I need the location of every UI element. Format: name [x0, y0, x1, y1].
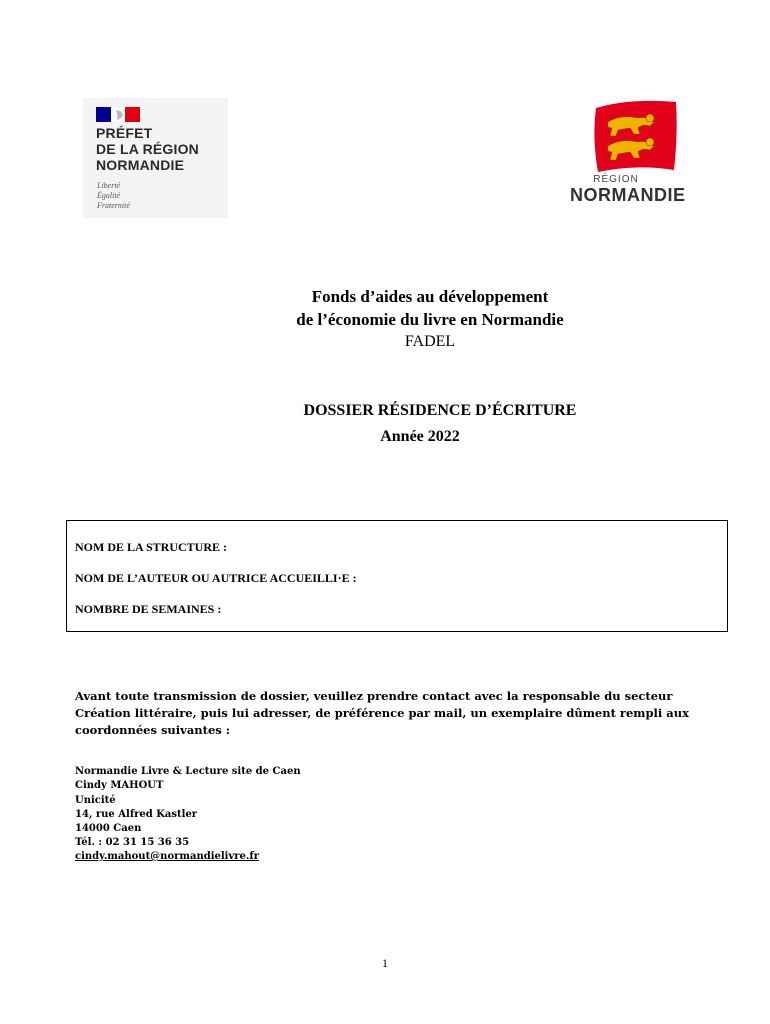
structure-name-field[interactable]: NOM DE LA STRUCTURE :	[75, 540, 228, 554]
title-line-1: Fonds d’aides au développement	[311, 287, 549, 306]
motto-egalite: Égalité	[97, 191, 121, 200]
contact-phone: Tél. : 02 31 15 36 35	[75, 837, 190, 848]
region-normandie-logo	[566, 96, 711, 208]
lions-flag-icon	[590, 98, 682, 174]
title-acronym: FADEL	[404, 333, 456, 350]
author-name-field[interactable]: NOM DE L’AUTEUR OU AUTRICE ACCUEILLI·E :	[75, 571, 357, 585]
weeks-count-field[interactable]: NOMBRE DE SEMAINES :	[75, 602, 222, 616]
intro-line-1: Avant toute transmission de dossier, veuillez prendre contact avec la responsable du secteur	[75, 689, 673, 703]
dossier-title: DOSSIER RÉSIDENCE D’ÉCRITURE	[303, 402, 577, 419]
contact-building: Unicité	[75, 795, 116, 806]
region-small-label: RÉGION	[593, 174, 639, 185]
contact-email-link[interactable]: cindy.mahout@normandielivre.fr	[75, 851, 259, 862]
contact-name: Cindy MAHOUT	[75, 780, 164, 791]
title-line-2: de l’économie du livre en Normandie	[296, 310, 564, 329]
intro-line-2: Création littéraire, puis lui adresser, de préférence par mail, un exemplaire dûment rempli aux	[75, 706, 689, 720]
dossier-year: Année 2022	[380, 428, 460, 445]
contact-organization: Normandie Livre & Lecture site de Caen	[75, 766, 301, 777]
structure-info-box	[66, 520, 728, 632]
intro-line-3: coordonnées suivantes :	[75, 723, 230, 737]
region-big-label: NORMANDIE	[570, 185, 686, 205]
page-number: 1	[382, 956, 388, 970]
prefet-logo	[83, 98, 228, 218]
contact-city: 14000 Caen	[75, 823, 142, 834]
prefet-line-2: DE LA RÉGION	[96, 141, 199, 157]
prefet-line-3: NORMANDIE	[96, 157, 185, 173]
motto-liberte: Liberté	[97, 181, 121, 190]
contact-street: 14, rue Alfred Kastler	[75, 809, 198, 820]
prefet-line-1: PRÉFET	[96, 125, 153, 141]
motto-fraternite: Fraternité	[97, 201, 130, 210]
marianne-flag-icon	[96, 107, 140, 122]
